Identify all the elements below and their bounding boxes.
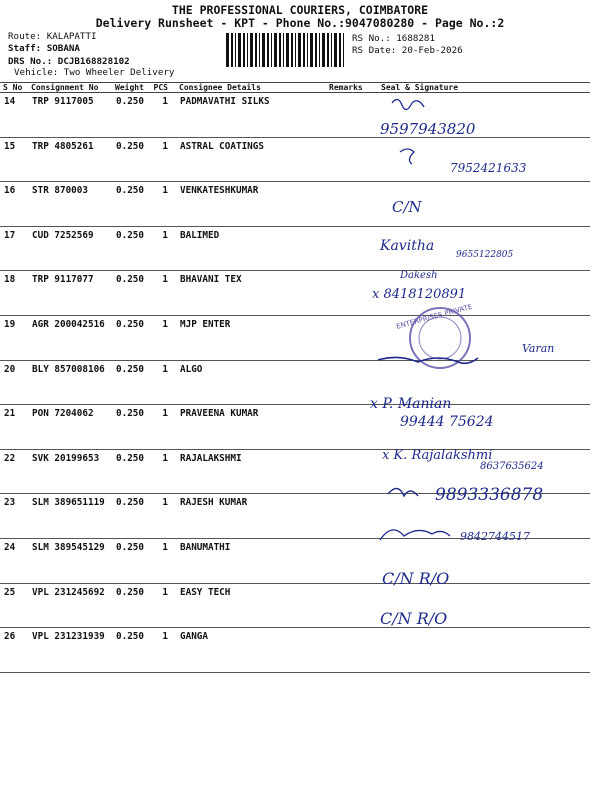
cell-consignee: PADMAVATHI SILKS <box>176 93 326 138</box>
table-row <box>0 182 590 227</box>
col-sno: S No <box>0 83 28 93</box>
cell-consignment: VPL 231231939 <box>28 628 112 673</box>
cell-sno: 26 <box>0 628 28 673</box>
cell-sno: 24 <box>0 538 28 583</box>
cell-weight: 0.250 <box>112 494 146 539</box>
cell-signature <box>378 182 590 227</box>
cell-remarks <box>326 628 378 673</box>
cell-pcs: 1 <box>146 226 176 271</box>
cell-consignee: VENKATESHKUMAR <box>176 182 326 227</box>
cell-weight: 0.250 <box>112 226 146 271</box>
runsheet-table <box>0 82 590 673</box>
col-remarks: Remarks <box>326 83 378 93</box>
barcode-bar <box>319 33 320 67</box>
cell-remarks <box>326 360 378 405</box>
cell-weight: 0.250 <box>112 271 146 316</box>
cell-remarks <box>326 93 378 138</box>
cell-consignment: SLM 389651119 <box>28 494 112 539</box>
cell-pcs: 1 <box>146 628 176 673</box>
cell-consignment: SLM 389545129 <box>28 538 112 583</box>
cell-signature <box>378 315 590 360</box>
cell-pcs: 1 <box>146 449 176 494</box>
cell-sno: 16 <box>0 182 28 227</box>
rs-date: RS Date: 20-Feb-2026 <box>352 45 463 56</box>
cell-remarks <box>326 137 378 182</box>
barcode-bar <box>274 33 277 67</box>
cell-consignee: GANGA <box>176 628 326 673</box>
cell-consignment: CUD 7252569 <box>28 226 112 271</box>
cell-remarks <box>326 538 378 583</box>
barcode-bar <box>235 33 236 67</box>
cell-signature <box>378 538 590 583</box>
cell-pcs: 1 <box>146 583 176 628</box>
cell-remarks <box>326 494 378 539</box>
cell-pcs: 1 <box>146 538 176 583</box>
barcode-bar <box>334 33 337 67</box>
cell-signature <box>378 271 590 316</box>
barcode-bar <box>322 33 325 67</box>
cell-remarks <box>326 315 378 360</box>
cell-consignment: AGR 200042516 <box>28 315 112 360</box>
cell-consignment: PON 7204062 <box>28 405 112 450</box>
cell-sno: 20 <box>0 360 28 405</box>
cell-pcs: 1 <box>146 405 176 450</box>
cell-weight: 0.250 <box>112 315 146 360</box>
cell-signature <box>378 137 590 182</box>
barcode-bar <box>243 33 245 67</box>
cell-sno: 18 <box>0 271 28 316</box>
cell-consignment: VPL 231245692 <box>28 583 112 628</box>
col-signature: Seal & Signature <box>378 83 590 93</box>
handwritten-phone: x 8418120891 <box>372 287 467 302</box>
cell-signature <box>378 93 590 138</box>
cell-signature <box>378 583 590 628</box>
cell-remarks <box>326 449 378 494</box>
cell-weight: 0.250 <box>112 583 146 628</box>
col-pcs: PCS <box>146 83 176 93</box>
table-row <box>0 360 590 405</box>
cell-sno: 14 <box>0 93 28 138</box>
barcode-bar <box>250 33 253 67</box>
handwritten-phone: 8637635624 <box>480 461 544 472</box>
barcode-bar <box>291 33 293 67</box>
cell-remarks <box>326 182 378 227</box>
runsheet-subtitle: Delivery Runsheet - KPT - Phone No.:9047080280 - Page No.:2 <box>95 16 505 30</box>
table-row <box>0 583 590 628</box>
handwritten-name: x P. Manian <box>370 396 452 412</box>
cell-consignee: RAJALAKSHMI <box>176 449 326 494</box>
cell-weight: 0.250 <box>112 405 146 450</box>
barcode-bar <box>271 33 272 67</box>
cell-consignee: MJP ENTER <box>176 315 326 360</box>
handwritten-phone: 9893336878 <box>435 485 544 505</box>
cell-pcs: 1 <box>146 360 176 405</box>
handwritten-note: C/N R/O <box>380 609 448 628</box>
route-label: Route: KALAPATTI <box>8 31 97 42</box>
cell-weight: 0.250 <box>112 538 146 583</box>
drs-number: DRS No.: DCJB168828102 <box>8 56 130 67</box>
cell-weight: 0.250 <box>112 182 146 227</box>
cell-sno: 17 <box>0 226 28 271</box>
cell-pcs: 1 <box>146 271 176 316</box>
table-row <box>0 628 590 673</box>
cell-consignment: STR 870003 <box>28 182 112 227</box>
cell-weight: 0.250 <box>112 628 146 673</box>
cell-weight: 0.250 <box>112 449 146 494</box>
barcode-bar <box>298 33 301 67</box>
handwritten-name: Dakesh <box>400 270 438 281</box>
table-row <box>0 137 590 182</box>
barcode-bar <box>331 33 332 67</box>
cell-signature <box>378 494 590 539</box>
handwritten-phone: 99444 75624 <box>400 414 494 430</box>
cell-sno: 15 <box>0 137 28 182</box>
cell-pcs: 1 <box>146 93 176 138</box>
barcode-bar <box>259 33 260 67</box>
cell-consignment: TRP 4805261 <box>28 137 112 182</box>
cell-sno: 21 <box>0 405 28 450</box>
table-row <box>0 449 590 494</box>
handwritten-note: C/N <box>392 198 422 216</box>
barcode-bar <box>339 33 341 67</box>
col-consignee: Consignee Details <box>176 83 326 93</box>
cell-remarks <box>326 226 378 271</box>
table-row <box>0 271 590 316</box>
cell-consignee: EASY TECH <box>176 583 326 628</box>
table-row <box>0 226 590 271</box>
barcode-bar <box>303 33 305 67</box>
barcode-bar <box>295 33 296 67</box>
barcode-bar <box>231 33 233 67</box>
cell-pcs: 1 <box>146 494 176 539</box>
barcode-bar <box>226 33 229 67</box>
barcode-bar <box>267 33 269 67</box>
cell-pcs: 1 <box>146 315 176 360</box>
cell-consignment: BLY 857008106 <box>28 360 112 405</box>
cell-weight: 0.250 <box>112 137 146 182</box>
handwritten-note: C/N R/O <box>382 569 450 588</box>
cell-consignee: ASTRAL COATINGS <box>176 137 326 182</box>
table-row <box>0 405 590 450</box>
cell-weight: 0.250 <box>112 93 146 138</box>
cell-remarks <box>326 271 378 316</box>
barcode-bar <box>307 33 308 67</box>
handwritten-phone: 9655122805 <box>456 250 514 260</box>
barcode-bar <box>238 33 241 67</box>
barcode-image <box>226 33 348 67</box>
barcode-bar <box>315 33 317 67</box>
cell-consignee: BHAVANI TEX <box>176 271 326 316</box>
cell-remarks <box>326 583 378 628</box>
barcode-bar <box>310 33 313 67</box>
cell-sno: 25 <box>0 583 28 628</box>
runsheet-title: THE PROFESSIONAL COURIERS, COIMBATORE <box>171 3 429 17</box>
cell-signature <box>378 360 590 405</box>
barcode-bar <box>255 33 257 67</box>
barcode-bar <box>327 33 329 67</box>
cell-consignment: TRP 9117005 <box>28 93 112 138</box>
table-row <box>0 315 590 360</box>
cell-weight: 0.250 <box>112 360 146 405</box>
cell-pcs: 1 <box>146 182 176 227</box>
table-row <box>0 494 590 539</box>
cell-consignee: RAJESH KUMAR <box>176 494 326 539</box>
rs-number: RS No.: 1688281 <box>352 33 435 44</box>
cell-consignment: TRP 9117077 <box>28 271 112 316</box>
handwritten-name: Varan <box>522 342 555 355</box>
cell-remarks <box>326 405 378 450</box>
cell-signature <box>378 449 590 494</box>
cell-signature <box>378 226 590 271</box>
cell-signature <box>378 405 590 450</box>
barcode-bar <box>343 33 344 67</box>
cell-sno: 22 <box>0 449 28 494</box>
handwritten-phone: 7952421633 <box>450 161 527 175</box>
table-row <box>0 93 590 138</box>
cell-sno: 23 <box>0 494 28 539</box>
table-row <box>0 538 590 583</box>
handwritten-phone: 9842744517 <box>460 530 530 543</box>
handwritten-name: x K. Rajalakshmi <box>382 448 493 463</box>
barcode-bar <box>279 33 281 67</box>
barcode-bar <box>283 33 284 67</box>
staff-label: Staff: SOBANA <box>8 43 80 54</box>
barcode-bar <box>262 33 265 67</box>
col-weight: Weight <box>112 83 146 93</box>
stamp-text: ENTERPRISES PRIVATE <box>395 302 474 331</box>
handwritten-name: Kavitha <box>380 238 435 254</box>
vehicle-label: Vehicle: Two Wheeler Delivery <box>14 67 175 78</box>
cell-pcs: 1 <box>146 137 176 182</box>
table-header-row <box>0 83 590 93</box>
barcode-bar <box>247 33 248 67</box>
cell-consignee: PRAVEENA KUMAR <box>176 405 326 450</box>
barcode-bar <box>286 33 289 67</box>
cell-consignee: BANUMATHI <box>176 538 326 583</box>
cell-signature <box>378 628 590 673</box>
cell-consignee: ALGO <box>176 360 326 405</box>
cell-consignee: BALIMED <box>176 226 326 271</box>
handwritten-phone: 9597943820 <box>380 120 476 138</box>
cell-consignment: SVK 20199653 <box>28 449 112 494</box>
cell-sno: 19 <box>0 315 28 360</box>
col-consignment: Consignment No <box>28 83 112 93</box>
